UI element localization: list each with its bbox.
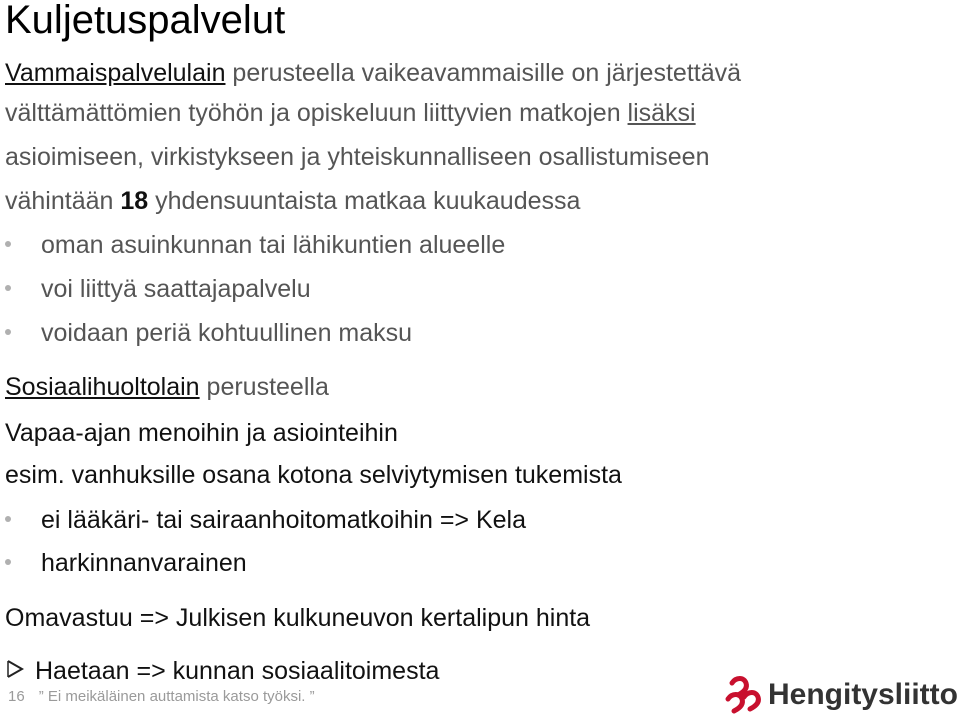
bullet-icon <box>5 285 11 291</box>
hengitysliitto-logo <box>722 672 958 718</box>
bullet-text: voi liittyä saattajapalvelu <box>41 275 311 303</box>
bullet-text: oman asuinkunnan tai lähikuntien alueelle <box>41 231 506 259</box>
bullet-text: harkinnanvarainen <box>41 549 247 577</box>
section1-line4-text-b: yhdensuuntaista matkaa kuukaudessa <box>148 187 581 215</box>
section1-bullet-2 <box>5 274 311 304</box>
bullet-icon <box>5 516 11 522</box>
section1-line1 <box>5 58 741 88</box>
bullet-text: ei lääkäri- tai sairaanhoitomatkoihin => Kela <box>41 506 526 534</box>
footer-slogan: ” Ei meikäläinen auttamista katso työksi. ” <box>38 688 315 705</box>
slide-footer <box>8 688 315 706</box>
slide-title: Kuljetuspalvelut <box>5 0 286 42</box>
sosiaalihuoltolaki-link[interactable]: Sosiaalihuoltolain <box>5 373 200 401</box>
omavastuu-line: Omavastuu => Julkisen kulkuneuvon kertalipun hinta <box>5 604 591 632</box>
bullet-icon <box>5 329 11 335</box>
bullet-icon <box>5 559 11 565</box>
section2-bullet-1 <box>5 505 526 535</box>
haetaan-text: Haetaan => kunnan sosiaalitoimesta <box>35 657 440 685</box>
logo-text: Hengitysliitto <box>767 678 958 711</box>
trip-count: 18 <box>120 187 149 215</box>
section2-line3: esim. vanhuksille osana kotona selviytymisen tukemista <box>5 461 622 489</box>
section1-bullet-3 <box>5 318 412 348</box>
section1-bullet-1 <box>5 230 505 260</box>
lisaksi-link[interactable]: lisäksi <box>627 99 696 127</box>
section1-line2 <box>5 98 696 128</box>
section2-line1 <box>5 372 329 402</box>
section2-line1-text: perusteella <box>199 373 329 401</box>
section2-bullet-2 <box>5 548 247 578</box>
haetaan-line <box>5 656 439 687</box>
section2-line2: Vapaa-ajan menoihin ja asiointeihin <box>5 419 398 447</box>
section1-line4 <box>5 186 580 216</box>
section1-line2-text: välttämättömien työhön ja opiskeluun liittyvien matkojen <box>5 99 628 127</box>
vammaispalvelulaki-link[interactable]: Vammaispalvelulain <box>5 59 226 87</box>
bullet-icon <box>5 241 11 247</box>
section1-line3: asioimiseen, virkistykseen ja yhteiskunnalliseen osallistumiseen <box>5 143 710 171</box>
bullet-text: voidaan periä kohtuullinen maksu <box>41 319 413 347</box>
section1-line4-text-a: vähintään <box>5 187 121 215</box>
logo-mark-icon <box>722 673 762 717</box>
page-number: 16 <box>8 688 25 705</box>
arrow-bullet-icon <box>5 657 27 687</box>
section1-line1-text: perusteella vaikeavammaisille on järjestettävä <box>225 59 742 87</box>
